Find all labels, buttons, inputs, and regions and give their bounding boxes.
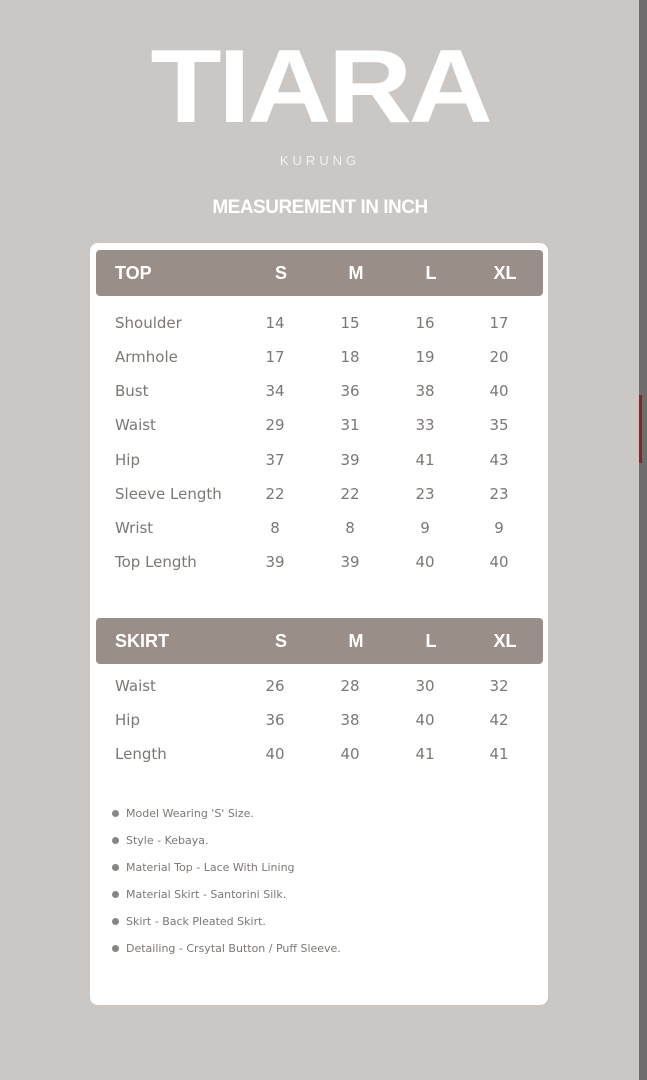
- list-item: [112, 881, 341, 908]
- cell-s: 22: [265, 485, 285, 503]
- row-label: Sleeve Length: [115, 485, 222, 503]
- cell-xl: 40: [489, 553, 509, 571]
- size-m-header: M: [348, 263, 364, 283]
- cell-l: 33: [415, 416, 435, 434]
- list-item: [112, 908, 341, 935]
- row-label: Hip: [115, 451, 140, 469]
- note-text: Material Skirt - Santorini Silk.: [126, 888, 287, 901]
- cell-l: 9: [420, 519, 430, 537]
- cell-xl: 20: [489, 348, 509, 366]
- cell-m: 31: [340, 416, 360, 434]
- cell-m: 15: [340, 314, 360, 332]
- row-label: Length: [115, 745, 167, 763]
- cell-m: 18: [340, 348, 360, 366]
- note-text: Model Wearing 'S' Size.: [126, 807, 254, 820]
- size-s-header: S: [274, 631, 287, 651]
- size-l-header: L: [425, 263, 437, 283]
- skirt-header-label: SKIRT: [115, 631, 169, 651]
- bullet-icon: [112, 891, 119, 898]
- row-label: Waist: [115, 416, 156, 434]
- size-chart-card: [90, 243, 548, 1005]
- skirt-table-header: [96, 618, 543, 664]
- table-row: [90, 737, 548, 771]
- size-l-header: L: [425, 631, 437, 651]
- cell-s: 26: [265, 677, 285, 695]
- table-row: [90, 443, 548, 477]
- bullet-icon: [112, 945, 119, 952]
- note-text: Style - Kebaya.: [126, 834, 209, 847]
- cell-s: 40: [265, 745, 285, 763]
- row-label: Waist: [115, 677, 156, 695]
- note-text: Material Top - Lace With Lining: [126, 861, 295, 874]
- cell-s: 37: [265, 451, 285, 469]
- cell-xl: 32: [489, 677, 509, 695]
- cell-l: 41: [415, 745, 435, 763]
- top-header-label: TOP: [115, 263, 152, 283]
- cell-s: 34: [265, 382, 285, 400]
- size-xl-header: XL: [493, 631, 517, 651]
- cell-m: 39: [340, 451, 360, 469]
- note-text: Skirt - Back Pleated Skirt.: [126, 915, 266, 928]
- cell-s: 39: [265, 553, 285, 571]
- list-item: [112, 854, 341, 881]
- bullet-icon: [112, 837, 119, 844]
- right-edge-strip: [639, 0, 647, 1080]
- table-row: [90, 545, 548, 579]
- cell-s: 14: [265, 314, 285, 332]
- cell-l: 30: [415, 677, 435, 695]
- table-row: [90, 511, 548, 545]
- cell-m: 40: [340, 745, 360, 763]
- cell-l: 40: [415, 711, 435, 729]
- cell-xl: 9: [494, 519, 504, 537]
- table-row: [90, 374, 548, 408]
- table-row: [90, 306, 548, 340]
- cell-l: 19: [415, 348, 435, 366]
- product-notes: [112, 800, 341, 962]
- cell-xl: 40: [489, 382, 509, 400]
- cell-m: 8: [345, 519, 355, 537]
- row-label: Shoulder: [115, 314, 182, 332]
- row-label: Wrist: [115, 519, 154, 537]
- cell-xl: 23: [489, 485, 509, 503]
- row-label: Top Length: [115, 553, 197, 571]
- note-text: Detailing - Crsytal Button / Puff Sleeve.: [126, 942, 341, 955]
- table-row: [90, 477, 548, 511]
- cell-xl: 43: [489, 451, 509, 469]
- row-label: Armhole: [115, 348, 178, 366]
- cell-s: 29: [265, 416, 285, 434]
- table-row: [90, 669, 548, 703]
- cell-xl: 17: [489, 314, 509, 332]
- cell-m: 36: [340, 382, 360, 400]
- row-label: Hip: [115, 711, 140, 729]
- size-xl-header: XL: [493, 263, 517, 283]
- list-item: [112, 935, 341, 962]
- top-table-header: [96, 250, 543, 296]
- cell-m: 38: [340, 711, 360, 729]
- table-row: [90, 340, 548, 374]
- bullet-icon: [112, 864, 119, 871]
- row-label: Bust: [115, 382, 149, 400]
- cell-m: 28: [340, 677, 360, 695]
- measurement-heading: MEASUREMENT IN INCH: [212, 197, 428, 218]
- list-item: [112, 800, 341, 827]
- table-row: [90, 408, 548, 442]
- brand-subtitle: KURUNG: [279, 153, 361, 168]
- cell-s: 36: [265, 711, 285, 729]
- cell-s: 17: [265, 348, 285, 366]
- cell-s: 8: [270, 519, 280, 537]
- size-m-header: M: [348, 631, 364, 651]
- cell-m: 22: [340, 485, 360, 503]
- list-item: [112, 827, 341, 854]
- cell-m: 39: [340, 553, 360, 571]
- bullet-icon: [112, 918, 119, 925]
- edge-marker: [639, 395, 642, 463]
- cell-l: 41: [415, 451, 435, 469]
- cell-xl: 42: [489, 711, 509, 729]
- cell-l: 16: [415, 314, 435, 332]
- cell-l: 23: [415, 485, 435, 503]
- size-s-header: S: [274, 263, 287, 283]
- bullet-icon: [112, 810, 119, 817]
- brand-title: TIARA: [150, 29, 490, 145]
- table-row: [90, 703, 548, 737]
- cell-l: 38: [415, 382, 435, 400]
- cell-l: 40: [415, 553, 435, 571]
- cell-xl: 35: [489, 416, 509, 434]
- cell-xl: 41: [489, 745, 509, 763]
